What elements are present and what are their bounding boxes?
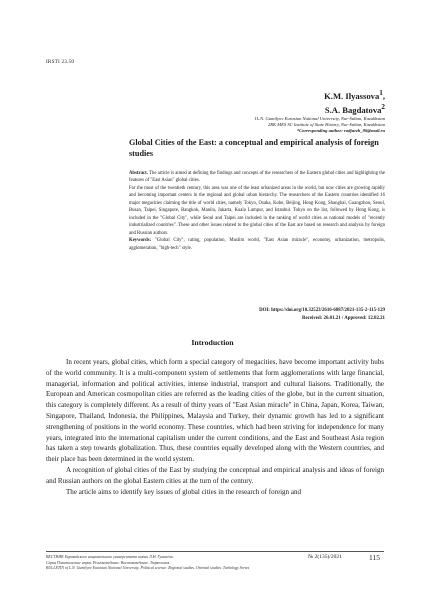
journal-name: ВЕСТНИК Евразийского национального университета имени Л.Н. Гумилева. Серия Политические науки. Регионоведение. Востоковедение. Тюркология. BULLETIN of L.N. Gumilyov Eurasian National University. Political science. Regional studies. Oriental studies. Turkology Series: [46, 555, 250, 571]
doi-link[interactable]: DOI: https://doi.org/10.32523/2616-6887/2021-135-2-115-129: [259, 308, 385, 313]
corresponding-author: *Corresponding author: radjurzh_86@mail.ru: [296, 127, 385, 133]
author-1: K.M. Ilyassova$^1$,: [324, 89, 385, 101]
abstract-paragraph-1: Abstract. The article is aimed at defining the findings and concepts of the researchers of the Eastern global cities and highlighting the features of "East Asian" global cities.: [129, 171, 385, 184]
article-title: Global Cities of the East: a conceptual and empirical analysis of foreign studies: [129, 138, 379, 158]
body-paragraph-2: A recognition of global cities of the East by studying the conceptual and empirical analysis and ideas of foreign and Russian authors on the global Eastern cities at the turn of the century.: [46, 465, 384, 485]
keywords: Keywords: "Global City", rating, population, Muslim world, "East Asian miracle", economy, urbanization, metropolis, agglomeration, "high-tech" style.: [129, 238, 386, 251]
author-block: [254, 88, 385, 134]
page-number: 115: [369, 553, 380, 562]
affiliation-1: 1L.N. Gumilyov Eurasian National University, Nur-Sultan, Kazakhstan: [254, 115, 385, 121]
keywords-label: Keywords:: [129, 238, 152, 244]
introduction-body: [46, 357, 384, 497]
body-paragraph-1: In recent years, global cities, which form a special category of megacities, have become important activity hubs of the world community. It is a multi-component system of settlements that form agglomerations with large financial, managerial, information and political activities, intense industrial, transport and cultural liaisons. Traditionally, the European and American cosmopolitan cities are referred as the leading cities of the globe, but in the current situation, this category is completely different. As a result of thirty years of "East Asian miracle" in China, Japan, Korea, Taiwan, Singapore, Thailand, Indonesia, the Philippines, Malaysia and Turkey, their dynamic growth has led to a significant strengthening of positions in the world economy. These countries, which had been striving for independence for many years, integrated into the international capitalism under the current conditions, and the East and Southeast Asia region has taken a step towards globalization. Thus, these countries equally developed along with the Western countries, and their place has been determined in the world system.: [46, 358, 384, 464]
abstract-paragraph-2: For the most of the twentieth century, this area was one of the least urbanized areas in the world, but now cities are growing rapidly and becoming important centers in the regional and global urban hierarchy. The researchers of the Eastern countries identified 16 major megacities claiming the title of world cities, namely Tokyo, Osaka, Kobe, Beijing, Hong Kong, Shanghai, Guangzhou, Seoul, Busan, Taipei, Singapore, Bangkok, Manila, Jakarta, Kuala Lumpur, and Istanbul. Tokyo on the list, followed by Hong Kong, is included in the "Global City", while Seoul and Taipei are included in the ranking of world cities as national models of "recently industrialized countries". These and other issues related to the global cities of the East are based on research and analysis by foreign and Russian authors.: [129, 185, 385, 236]
page-footer: [46, 551, 384, 571]
irsti-code: IRSTI 23.50: [46, 59, 75, 65]
issue-number: № 2(135)/2021: [308, 554, 342, 560]
body-paragraph-3: The article aims to identify key issues of global cities in the research of foreign and: [66, 487, 302, 496]
section-heading: Introduction: [191, 338, 234, 347]
abstract-label: Abstract.: [129, 171, 148, 176]
article-meta: [259, 307, 385, 323]
received-dates: Received: 26.01.21 / Approved: 12.02.21: [301, 315, 385, 321]
abstract: [129, 170, 385, 252]
affiliation-2: 2RK MES SC Institute of State History, Nur-Sultan, Kazakhstan: [267, 121, 385, 127]
author-2: S.A. Bagdatova$^2$: [324, 102, 385, 115]
